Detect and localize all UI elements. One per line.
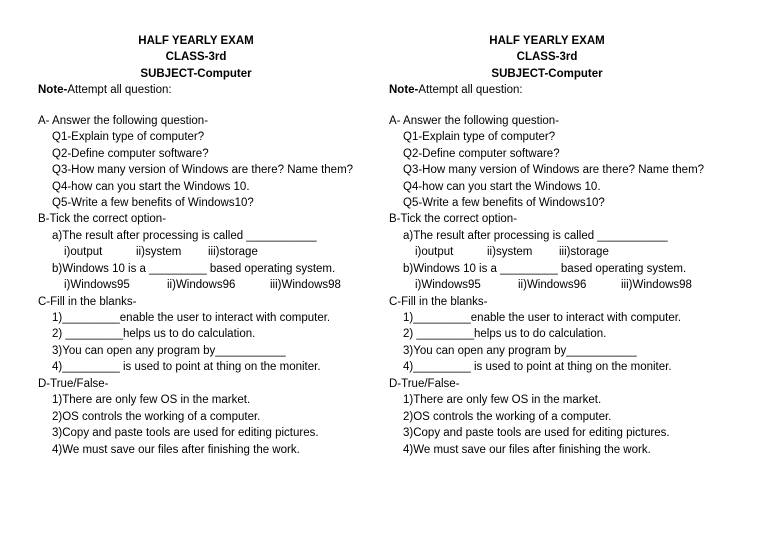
section-b-question-b: b)Windows 10 is a _________ based operating system. (52, 262, 336, 275)
section-a-question: Q2-Define computer software? (403, 147, 560, 160)
section-d-item: 1)There are only few OS in the market. (52, 394, 251, 407)
option: i)Windows95 (64, 279, 130, 292)
option: ii)Windows96 (167, 279, 236, 292)
exam-class: CLASS-3rd (516, 51, 578, 64)
section-d-item: 4)We must save our files after finishing the work. (403, 443, 651, 456)
section-d-heading: D-True/False- (389, 377, 460, 390)
option: iii)Windows98 (621, 279, 692, 292)
section-a-question: Q3-How many version of Windows are there? Name them? (403, 164, 705, 177)
section-c-item: 1)_________enable the user to interact with computer. (403, 312, 682, 324)
section-c-item: 2) _________helps us to do calculation. (52, 328, 256, 341)
exam-note (38, 82, 398, 98)
section-a-question: Q3-How many version of Windows are there? Name them? (52, 164, 354, 177)
option: i)output (64, 246, 103, 259)
note-label: Note- (38, 84, 68, 97)
section-c-item: 3)You can open any program by___________ (403, 344, 637, 357)
section-c-heading: C-Fill in the blanks- (38, 295, 137, 308)
section-a-question: Q2-Define computer software? (52, 147, 209, 160)
option: iii)Windows98 (270, 279, 341, 292)
option: i)Windows95 (415, 279, 481, 292)
exam-paper-right (389, 33, 749, 458)
exam-paper-left (38, 33, 398, 458)
section-c-item: 1)_________enable the user to interact with computer. (52, 312, 331, 324)
section-c-item: 2) _________helps us to do calculation. (403, 328, 607, 341)
section-d-heading: D-True/False- (38, 377, 109, 390)
exam-class: CLASS-3rd (165, 51, 227, 64)
exam-title: HALF YEARLY EXAM (489, 35, 605, 47)
section-b-options-a (389, 244, 749, 260)
section-b-options-b (389, 277, 749, 293)
option: iii)storage (208, 246, 258, 259)
section-a-question: Q5-Write a few benefits of Windows10? (403, 196, 605, 209)
section-b-question-b: b)Windows 10 is a _________ based operating system. (403, 262, 687, 275)
section-b-heading: B-Tick the correct option- (38, 213, 167, 226)
section-d-item: 2)OS controls the working of a computer. (403, 410, 612, 423)
section-d-item: 2)OS controls the working of a computer. (52, 410, 261, 423)
section-b-options-b (38, 277, 398, 293)
section-d-item: 3)Copy and paste tools are used for editing pictures. (403, 427, 670, 440)
section-c-item: 4)_________ is used to point at thing on the moniter. (52, 361, 321, 374)
section-d-item: 1)There are only few OS in the market. (403, 394, 602, 407)
section-c-heading: C-Fill in the blanks- (389, 295, 488, 308)
section-b-question-a: a)The result after processing is called ___________ (52, 229, 317, 242)
exam-subject: SUBJECT-Computer (491, 67, 603, 80)
section-a-question: Q1-Explain type of computer? (52, 131, 205, 144)
section-d-item: 3)Copy and paste tools are used for editing pictures. (52, 427, 319, 440)
note-label: Note- (389, 84, 419, 97)
note-text: Attempt all question: (67, 84, 172, 97)
section-a-heading: A- Answer the following question- (389, 114, 560, 127)
section-c-item: 3)You can open any program by___________ (52, 344, 286, 357)
section-d-item: 4)We must save our files after finishing the work. (52, 443, 300, 456)
section-a-question: Q5-Write a few benefits of Windows10? (52, 196, 254, 209)
option: iii)storage (559, 246, 609, 259)
option: ii)Windows96 (518, 279, 587, 292)
note-text: Attempt all question: (418, 84, 523, 97)
section-c-item: 4)_________ is used to point at thing on the moniter. (403, 361, 672, 374)
section-b-question-a: a)The result after processing is called ___________ (403, 229, 668, 242)
section-a-question: Q4-how can you start the Windows 10. (403, 180, 601, 193)
option: ii)system (136, 246, 182, 259)
exam-title: HALF YEARLY EXAM (138, 35, 254, 47)
exam-note (389, 82, 749, 98)
section-b-options-a (38, 244, 398, 260)
option: i)output (415, 246, 454, 259)
section-b-heading: B-Tick the correct option- (389, 213, 518, 226)
section-a-heading: A- Answer the following question- (38, 114, 209, 127)
section-a-question: Q4-how can you start the Windows 10. (52, 180, 250, 193)
section-a-question: Q1-Explain type of computer? (403, 131, 556, 144)
exam-subject: SUBJECT-Computer (140, 67, 252, 80)
option: ii)system (487, 246, 533, 259)
